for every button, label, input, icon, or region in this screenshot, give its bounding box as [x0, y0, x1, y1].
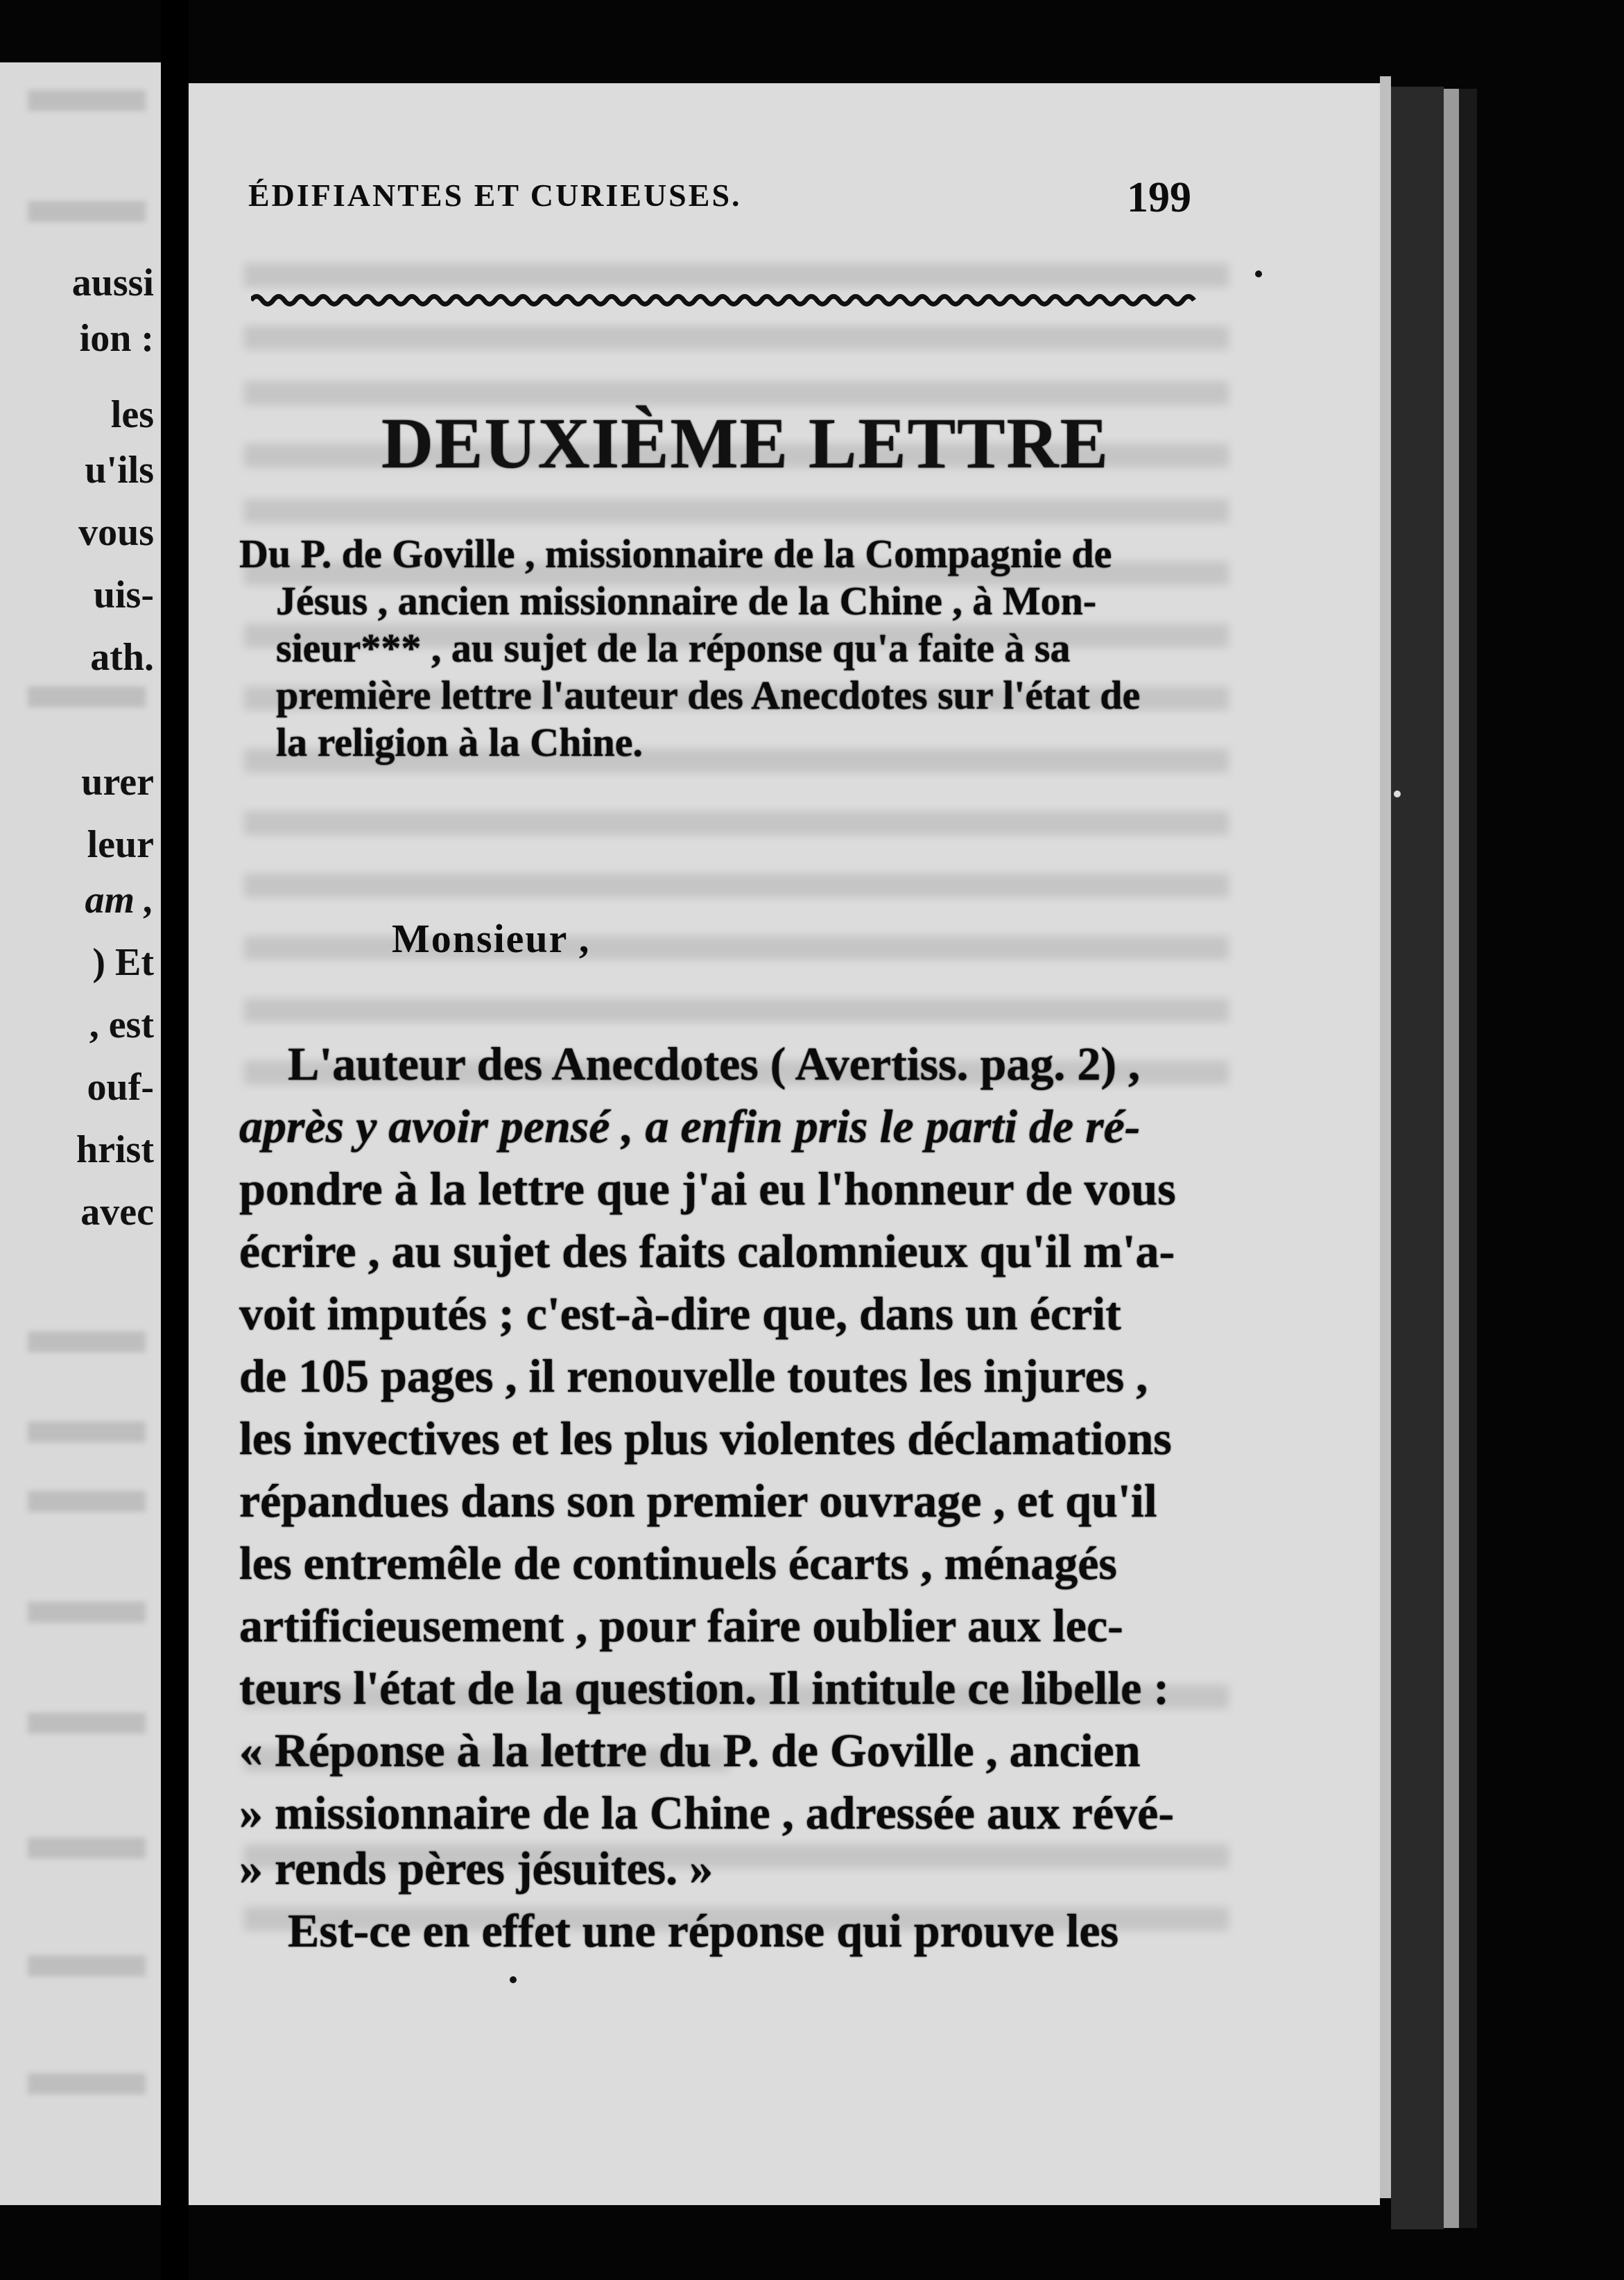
body-line: les entremêle de continuels écarts , ménagés	[239, 1537, 1117, 1589]
left-fragment: leur	[87, 823, 154, 866]
bleed-through	[244, 499, 1229, 523]
body-line: pondre à la lettre que j'ai eu l'honneur de vous	[239, 1162, 1176, 1215]
bleed-through	[244, 999, 1229, 1022]
letter-title: DEUXIÈME LETTRE	[381, 404, 1109, 483]
book-binding-shadow	[1459, 89, 1477, 2228]
left-fragment: am ,	[85, 879, 154, 922]
left-fragment: ion :	[79, 317, 154, 360]
subtitle-line: Jésus , ancien missionnaire de la Chine , à Mon-	[276, 578, 1097, 623]
body-line: écrire , au sujet des faits calomnieux qu'il m'a-	[239, 1225, 1175, 1277]
body-line: voit imputés ; c'est-à-dire que, dans un écrit	[239, 1287, 1121, 1340]
left-fragment: vous	[78, 511, 154, 554]
bleed-through	[28, 2073, 146, 2094]
salutation: Monsieur ,	[392, 916, 591, 961]
left-fragment: , est	[89, 1003, 154, 1046]
bleed-through	[28, 1838, 146, 1858]
bleed-through	[28, 201, 146, 222]
bleed-through	[28, 90, 146, 111]
left-fragment: uis-	[93, 573, 154, 616]
body-line: répandues dans son premier ouvrage , et qu'il	[239, 1474, 1157, 1527]
left-fragment: u'ils	[85, 449, 154, 492]
bleed-through	[28, 1422, 146, 1442]
bleed-through	[244, 264, 1229, 287]
bleed-through	[244, 874, 1229, 897]
subtitle-line: sieur*** , au sujet de la réponse qu'a faite à sa	[276, 625, 1071, 671]
bleed-through	[28, 1602, 146, 1623]
bleed-through	[28, 1491, 146, 1512]
subtitle-line: première lettre l'auteur des Anecdotes sur l'état de	[276, 673, 1141, 718]
left-fragment: hrist	[76, 1128, 154, 1171]
body-line: » missionnaire de la Chine , adressée aux révé-	[239, 1786, 1174, 1839]
body-line: » rends pères jésuites. »	[239, 1842, 714, 1894]
subtitle-line: Du P. de Goville , missionnaire de la Compagnie de	[239, 531, 1112, 576]
left-fragment: avec	[80, 1191, 154, 1234]
left-fragment: ) Et	[92, 941, 154, 984]
bleed-through	[28, 1955, 146, 1976]
ink-speck	[1255, 270, 1262, 277]
body-line: L'auteur des Anecdotes ( Avertiss. pag. 2) ,	[288, 1037, 1141, 1090]
left-fragment: urer	[81, 761, 154, 804]
page-number: 199	[1127, 174, 1191, 221]
body-line: Est-ce en effet une réponse qui prouve les	[288, 1904, 1119, 1957]
body-line: artificieusement , pour faire oublier aux lec-	[239, 1599, 1123, 1652]
body-line: teurs l'état de la question. Il intitule ce libelle :	[239, 1661, 1169, 1714]
left-fragment: aussi	[71, 261, 154, 304]
left-fragment: les	[110, 393, 154, 436]
ink-speck	[1394, 791, 1401, 797]
body-line: de 105 pages , il renouvelle toutes les injures ,	[239, 1349, 1148, 1402]
left-fragment: ath.	[90, 636, 154, 679]
ink-speck	[510, 1976, 517, 1983]
body-line: après y avoir pensé , a enfin pris le parti de ré-	[239, 1100, 1141, 1152]
bleed-through	[28, 686, 146, 707]
subtitle-line: la religion à la Chine.	[276, 720, 643, 765]
bleed-through	[28, 1331, 146, 1352]
decorative-rule	[251, 290, 1201, 311]
bleed-through	[244, 381, 1229, 405]
book-binding-edge	[1444, 89, 1459, 2228]
bleed-through	[28, 1713, 146, 1734]
body-line: les invectives et les plus violentes déclamations	[239, 1412, 1172, 1465]
page-edge	[1380, 76, 1391, 2198]
left-facing-page	[0, 62, 161, 2205]
bleed-through	[244, 811, 1229, 835]
book-gutter	[161, 0, 189, 2280]
book-binding	[1391, 87, 1444, 2229]
body-line: « Réponse à la lettre du P. de Goville , ancien	[239, 1724, 1141, 1777]
left-fragment: ouf-	[87, 1066, 154, 1109]
running-head: ÉDIFIANTES ET CURIEUSES.	[248, 178, 742, 213]
bleed-through	[244, 326, 1229, 349]
